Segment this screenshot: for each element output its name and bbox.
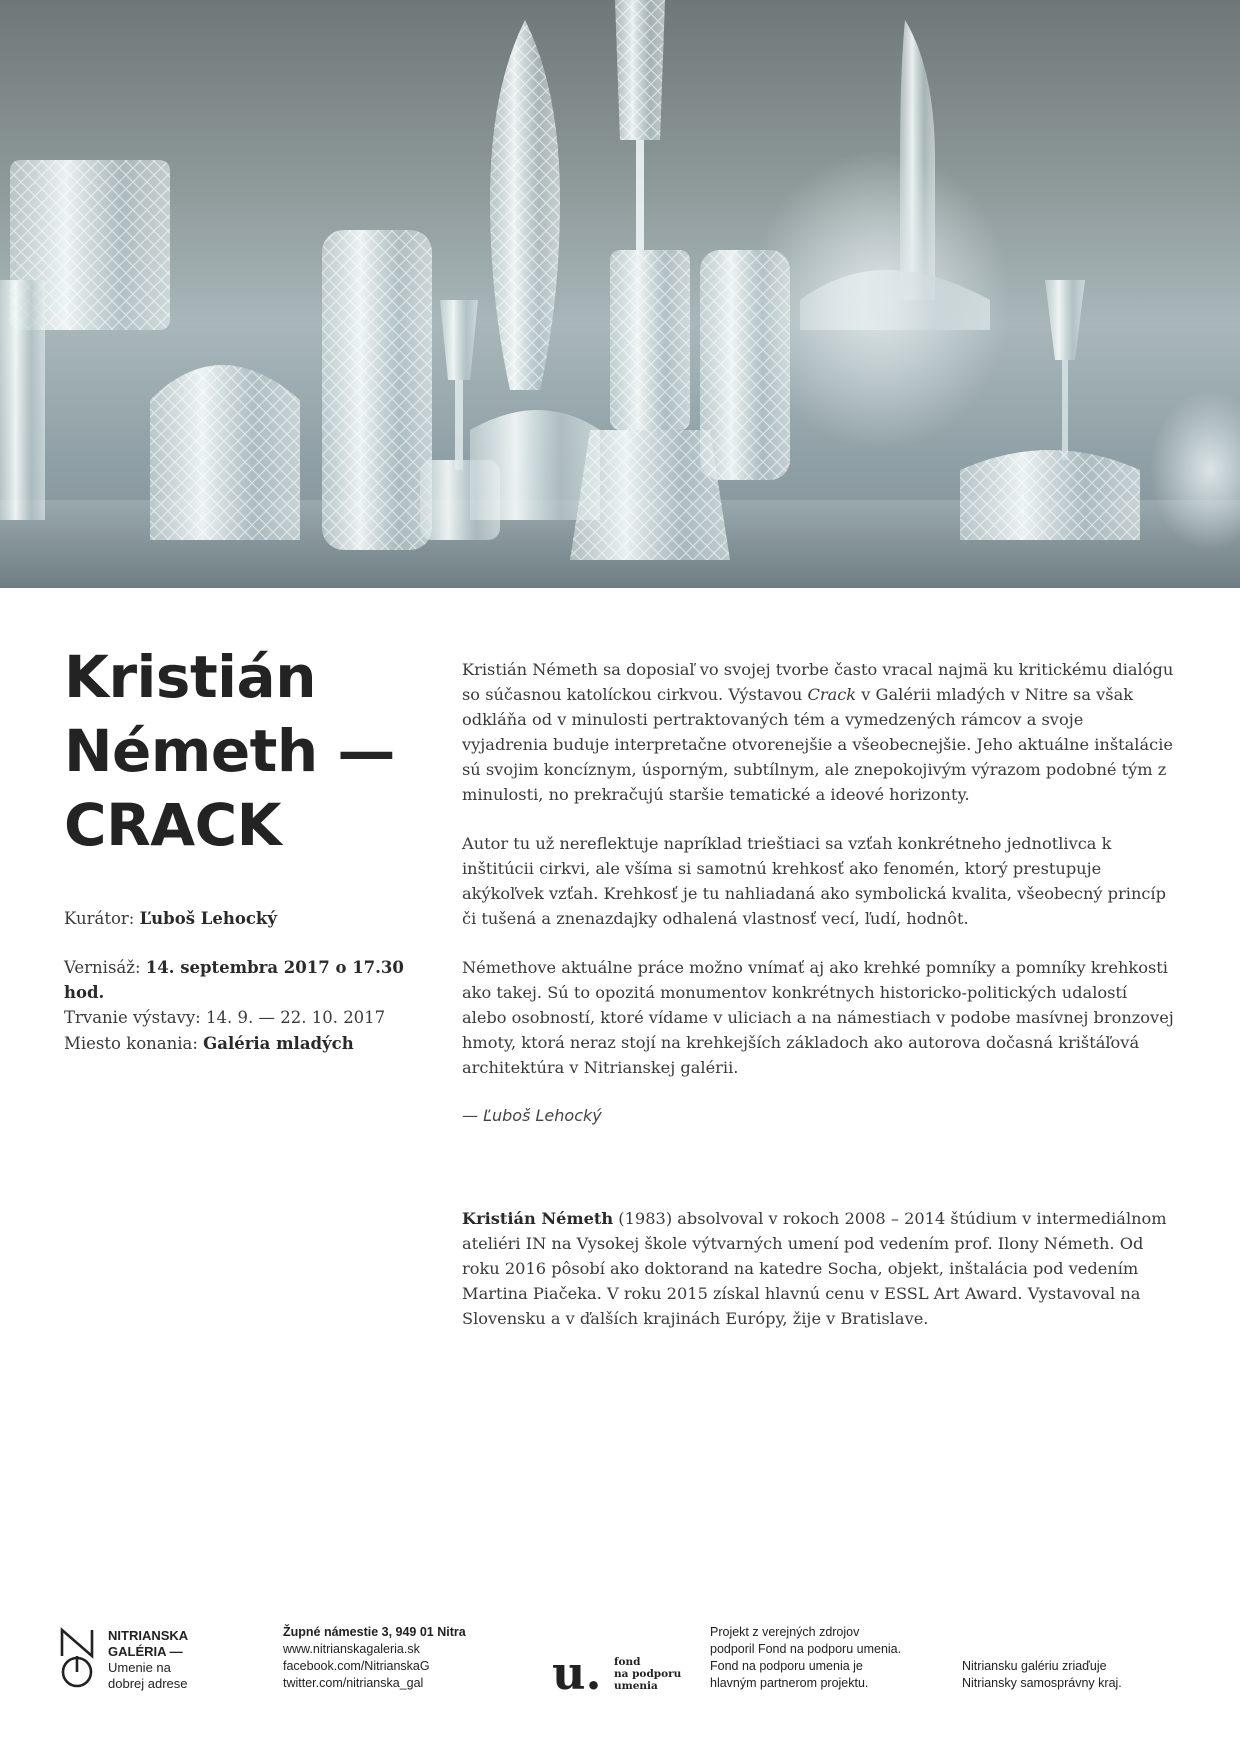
duration-value: 14. 9. — 22. 10. 2017 [206, 1008, 386, 1027]
fund-logo-text [614, 1656, 681, 1692]
exhibition-dates [64, 955, 444, 1030]
fund-text-line-1: fond [614, 1656, 641, 1668]
title-line-3: CRACK [64, 791, 282, 859]
venue-label: Miesto konania: [64, 1034, 204, 1053]
fund-logo-icon: u. [552, 1646, 602, 1700]
title-line-1: Kristián [64, 643, 316, 711]
project-funding-note [710, 1624, 901, 1692]
venue-info [64, 1031, 444, 1056]
venue-name: Galéria mladých [203, 1034, 354, 1053]
bio-text: (1983) absolvoval v rokoch 2008 – 2014 štúdium v intermediálnom ateliéri IN na Vysokej škole výtvarných umení pod vedením prof. Ilony Németh. Od roku 2016 pôsobí ako doktorand na katedre Socha, objekt, inštalácia pod vedením Martina Piačeka. V roku 2015 získal hlavnú cenu v ESSL Art Award. Vystavoval na Slovensku a v ďalších krajinách Európy, žije v Bratislave. [462, 1209, 1167, 1328]
contact-info [283, 1624, 466, 1692]
text-paragraph-3: Némethove aktuálne práce možno vnímať aj ako krehké pomníky a pomníky krehkosti ako takej. Sú to opozitá monumentov konkrétnych historicko-politických udalostí alebo osobností, ktoré vídame v uliciach a na námestiach v podobe masívnej bronzovej hmoty, ktorá neraz stojí na krehkejších základoch ako autorova dočasná krištáľová architektúra v Nitrianskej galérii. [462, 958, 1174, 1077]
paragraph-1-emphasis: Crack [807, 685, 857, 704]
founder-note [962, 1658, 1122, 1692]
website-link[interactable]: www.nitrianskagaleria.sk [283, 1642, 420, 1656]
text-paragraph-1 [462, 657, 1174, 807]
fund-text-line-3: umenia [614, 1680, 658, 1692]
project-line-3: Fond na podporu umenia je [710, 1659, 863, 1673]
opening-label: Vernisáž: [64, 958, 146, 977]
founder-line-2: Nitriansky samosprávny kraj. [962, 1676, 1122, 1690]
fund-text-line-2: na podporu [614, 1668, 682, 1680]
bio-artist-name: Kristián Németh [462, 1209, 614, 1228]
curator-info [64, 906, 444, 931]
paragraph-1-start: Kristián Németh sa doposiaľ vo svojej tvorbe často vracal najmä ku kritickému dialógu so súčasnou katolíckou cirkvou. Výstavou [462, 660, 1174, 704]
project-line-1: Projekt z verejných zdrojov [710, 1625, 860, 1639]
founder-line-1: Nitriansku galériu zriaďuje [962, 1659, 1107, 1673]
gallery-logo-icon [58, 1626, 96, 1688]
gallery-tagline-line-1: Umenie na [108, 1660, 171, 1675]
gallery-tagline-line-2: dobrej adrese [108, 1676, 188, 1691]
hero-photo-crystal-glassware [0, 0, 1240, 588]
gallery-name [108, 1628, 188, 1692]
duration-label: Trvanie výstavy: [64, 1008, 206, 1027]
gallery-name-line-2: GALÉRIA — [108, 1644, 183, 1659]
paragraph-1-end: v Galérii mladých v Nitre sa však odkláňa od v minulosti pertraktovaných tém a vymedzených rámcov a svoje vyjadrenia buduje interpretačne otvorenejšie a všeobecnejšie. Jeho aktuálne inštalácie sú svojim koncíznym, úsporným, subtílnym, ale znepokojivým výrazom podobné tým z minulosti, no prekračujú staršie tematické a ideové horizonty. [462, 685, 1173, 804]
artist-bio [462, 1206, 1174, 1331]
exhibition-title [64, 640, 444, 862]
curator-label: Kurátor: [64, 909, 140, 928]
gallery-name-line-1: NITRIANSKA [108, 1628, 189, 1643]
twitter-link[interactable]: twitter.com/nitrianska_gal [283, 1676, 424, 1690]
project-line-2: podporil Fond na podporu umenia. [710, 1642, 902, 1656]
address: Župné námestie 3, 949 01 Nitra [283, 1625, 466, 1639]
text-signature: — Ľuboš Lehocký [462, 1106, 602, 1125]
facebook-link[interactable]: facebook.com/NitrianskaG [283, 1659, 430, 1673]
text-paragraph-2: Autor tu už nereflektuje napríklad trieštiaci sa vzťah konkrétneho jednotlivca k inštitúcii cirkvi, ale všíma si samotnú krehkosť ako fenomén, ktorý prestupuje akýkoľvek vzťah. Krehkosť je tu nahliadaná ako symbolická kvalita, všeobecný princíp či tušená a znenazdajky odhalená vlastnosť vecí, ľudí, hodnôt. [462, 834, 1166, 928]
project-line-4: hlavným partnerom projektu. [710, 1676, 869, 1690]
crystal-glassware-illustration [0, 0, 1240, 588]
title-line-2: Németh — [64, 717, 395, 785]
opening-value: 14. septembra 2017 o 17.30 hod. [64, 958, 404, 1002]
footer [0, 1610, 1240, 1710]
curator-name: Ľuboš Lehocký [139, 909, 277, 928]
